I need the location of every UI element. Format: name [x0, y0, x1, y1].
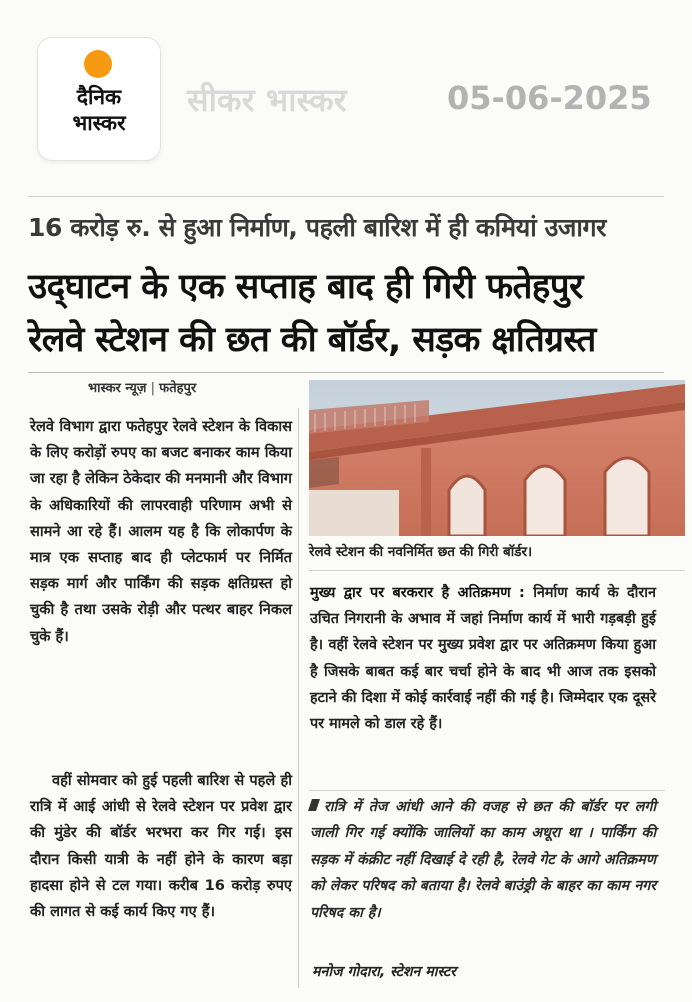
- divider: [309, 790, 665, 791]
- byline-place: फतेहपुर: [159, 381, 197, 396]
- encroachment-text: निर्माण कार्य के दौरान उचित निगरानी के अभाव में जहां निर्माण कार्य में भारी गड़बड़ी हुई है। वहीं रेलवे स्टेशन पर मुख्य प्रवेश द्वार पर अतिक्रमण किया हुआ है जिसके बाबत कई बार चर्चा होने के बाद भी आज तक इसको हटाने की दिशा में कोई कार्रवाई नहीं की गई है। जिम्मेदार एक दूसरे पर मामले को डाल रहे हैं।: [310, 585, 656, 733]
- encroachment-subhead: मुख्य द्वार पर बरकरार है अतिक्रमण :: [310, 585, 525, 601]
- byline-separator: |: [150, 381, 156, 396]
- byline-source: भास्कर न्यूज़: [88, 381, 147, 396]
- byline: [88, 378, 196, 396]
- sun-logo-icon: [84, 50, 112, 78]
- headline-line-1: उद्‌घाटन के एक सप्ताह बाद ही गिरी फतेहपुर: [28, 267, 583, 307]
- station-roof-photo: [309, 380, 685, 536]
- dainik-bhaskar-logo: [38, 38, 160, 160]
- divider: [309, 570, 685, 571]
- headline-line-2: रेलवे स्टेशन की छत की बॉर्डर, सड़क क्षतिग्रस्त: [28, 320, 596, 360]
- station-photo-illustration: [309, 380, 685, 536]
- divider: [28, 372, 664, 373]
- divider: [28, 196, 664, 197]
- publication-date: 05-06-2025: [447, 79, 652, 117]
- article-kicker: 16 करोड़ रु. से हुआ निर्माण, पहली बारिश में ही कमियां उजागर: [28, 213, 607, 242]
- quote-marker-icon: [308, 799, 320, 811]
- logo-wordmark-line2: भास्कर: [72, 111, 126, 135]
- body-paragraph-2: वहीं सोमवार को हुई पहली बारिश से पहले ही रात्रि में आई आंधी से रेलवे स्टेशन पर प्रवेश द्वार की मुंडेर की बॉर्डर भरभरा कर गिर गई। इस दौरान किसी यात्री के नहीं होने के कारण बड़ा हादसा होने से टल गया। करीब 16 करोड़ रुपए की लागत से कई कार्य किए गए हैं।: [30, 772, 292, 921]
- edition-name: सीकर भास्कर: [187, 81, 347, 119]
- column-divider: [298, 408, 299, 988]
- encroachment-paragraph: [310, 580, 656, 737]
- photo-caption: रेलवे स्टेशन की नवनिर्मित छत की गिरी बॉर्डर।: [309, 544, 533, 560]
- quote-author: मनोज गोदारा, स्टेशन मास्टर: [312, 964, 456, 980]
- logo-wordmark-line1: दैनिक: [76, 85, 122, 109]
- quote-text: रात्रि में तेज आंधी आने की वजह से छत की बॉर्डर पर लगी जाली गिर गई क्योंकि जालियों का काम अधूरा था । पार्किंग की सड़क में कंक्रीट नहीं दिखाई दे रही है, रेलवे गेट के आगे अतिक्रमण को लेकर परिषद को बताया है। रेलवे बाउंड्री के बाहर का काम नगर परिषद का है।: [310, 799, 656, 921]
- body-paragraph-1: रेलवे विभाग द्वारा फतेहपुर रेलवे स्टेशन के विकास के लिए करोड़ों रुपए का बजट बनाकर काम किया जा रहा है लेकिन ठेकेदार की मनमानी और विभाग के अधिकारियों की लापरवाही परिणाम अभी से सामने आ रहे हैं। आलम यह है कि लोकार्पण के मात्र एक सप्ताह बाद ही प्लेटफार्म पर निर्मित सड़क मार्ग और पार्किंग की सड़क क्षतिग्रस्त हो चुकी है तथा उसके रोड़ी और पत्थर बाहर निकल चुके हैं।: [30, 418, 292, 645]
- station-master-quote: [310, 794, 656, 926]
